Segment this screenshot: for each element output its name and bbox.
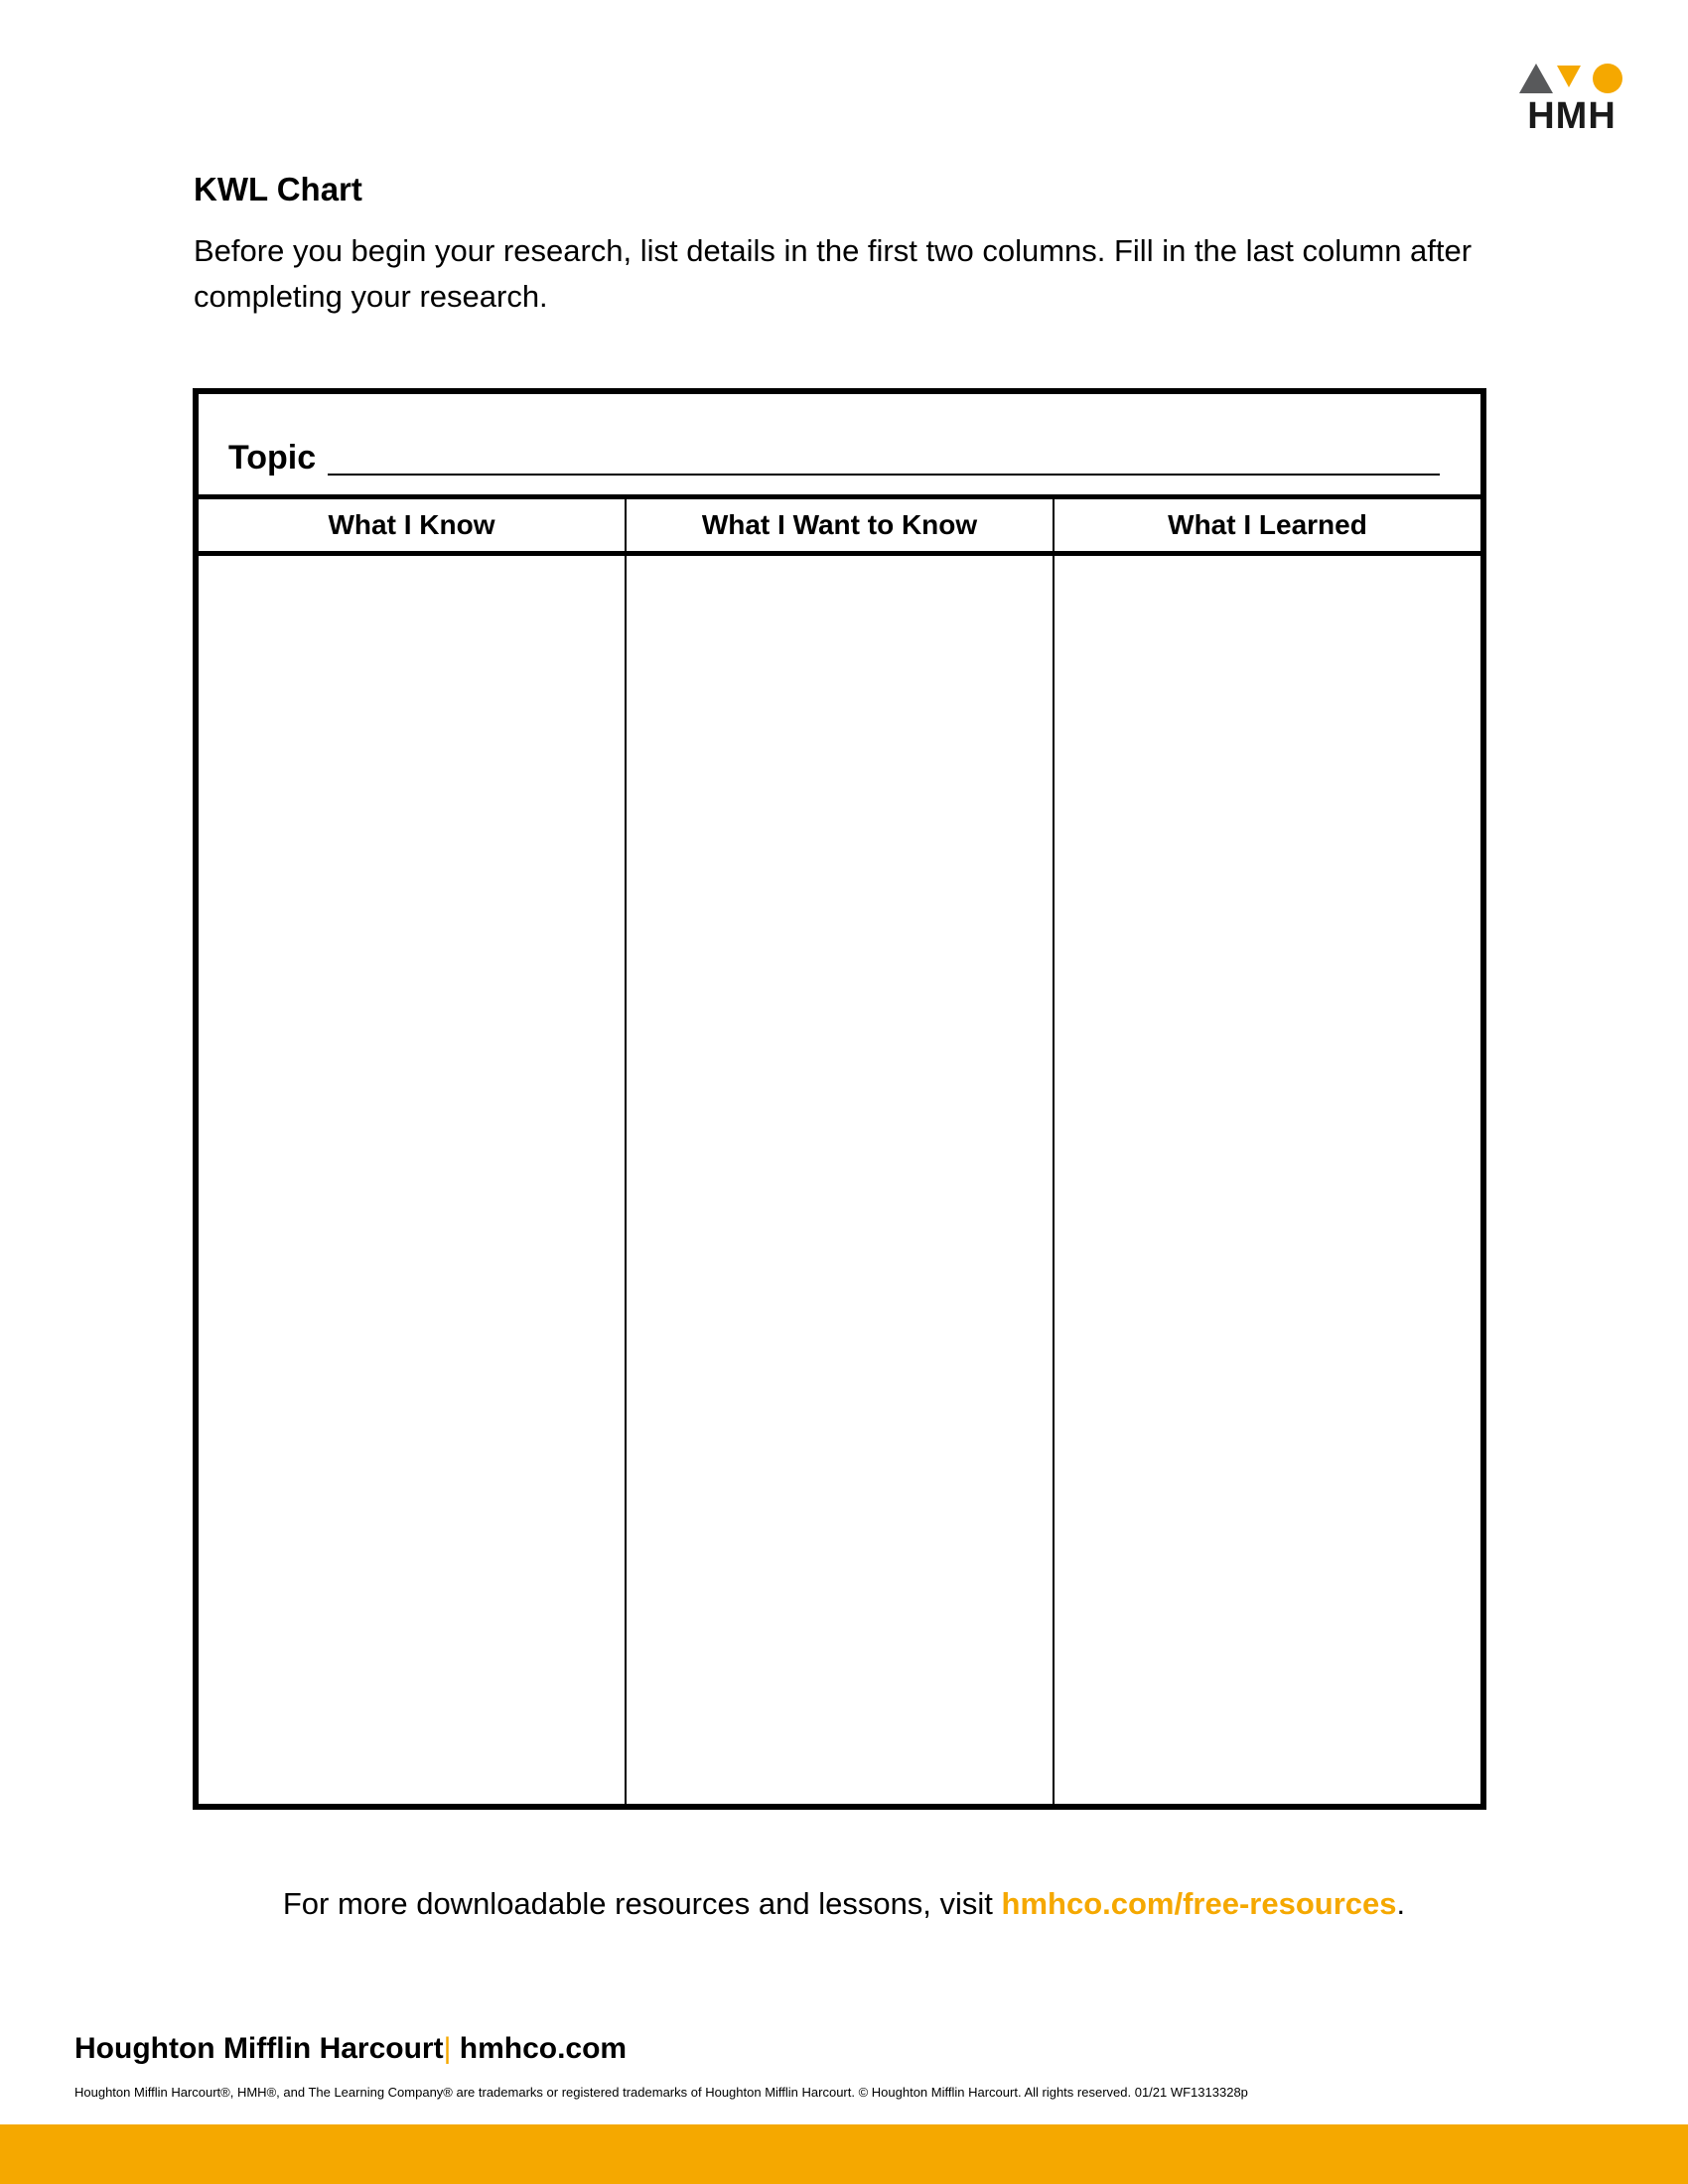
footer-company: Houghton Mifflin Harcourt: [74, 2032, 444, 2065]
column-header-know: What I Know: [328, 509, 495, 540]
column-header-learned: What I Learned: [1053, 499, 1480, 551]
resources-suffix: .: [1396, 1886, 1406, 1921]
column-header-want-to-know: What I Want to Know: [625, 499, 1053, 551]
hmh-logo: [1519, 62, 1628, 141]
hmh-logo-text: HMH: [1527, 95, 1617, 137]
footer-accent-band: [0, 2124, 1688, 2184]
topic-row: [199, 394, 1480, 499]
footer-legal-text: Houghton Mifflin Harcourt®, HMH®, and The Learning Company® are trademarks or registered trademarks of Houghton Mifflin Harcourt. © Houghton Mifflin Harcourt. All rights reserved. 01/21 WF1313328p: [74, 2085, 1248, 2100]
column-header-row: [199, 499, 1480, 556]
want-to-know-answer-cell[interactable]: [625, 556, 1053, 1804]
know-answer-cell[interactable]: [199, 556, 625, 1804]
learned-answer-cell[interactable]: [1053, 556, 1480, 1804]
hmh-shapes-icon: [1519, 62, 1624, 95]
footer-brand: [74, 2032, 627, 2066]
instructions-text: Before you begin your research, list details in the first two columns. Fill in the last column after completing your research.: [194, 233, 1473, 314]
footer-separator: |: [443, 2032, 452, 2065]
free-resources-link[interactable]: hmhco.com/free-resources: [1001, 1886, 1397, 1921]
resources-note: [0, 1886, 1688, 1922]
answer-row: [199, 556, 1480, 1804]
topic-label: Topic: [228, 439, 317, 477]
footer-site[interactable]: hmhco.com: [451, 2032, 628, 2065]
kwl-chart-table: [193, 388, 1486, 1810]
resources-prefix: For more downloadable resources and lessons, visit: [282, 1886, 1002, 1921]
topic-answer-line[interactable]: [328, 474, 1440, 476]
page-title: KWL Chart: [194, 171, 362, 207]
